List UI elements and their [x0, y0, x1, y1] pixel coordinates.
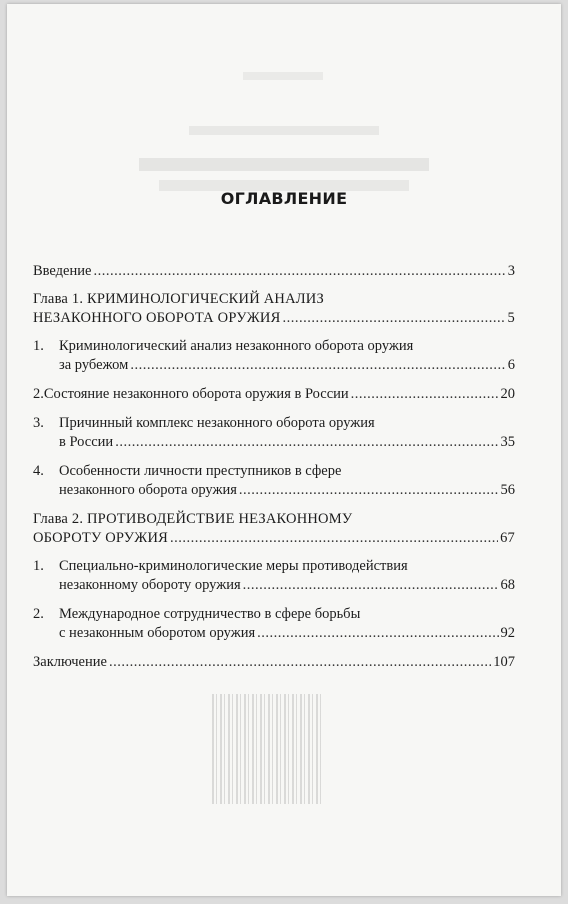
toc-page-number: 35 — [500, 434, 515, 450]
toc-label: Заключение — [33, 654, 107, 670]
dot-leader — [109, 653, 491, 672]
section-number: 2. — [33, 606, 44, 622]
toc-entry-section-1-1[interactable] — [33, 337, 515, 375]
toc-label-line-1: Международное сотрудничество в сфере борьбы — [59, 606, 361, 622]
toc-page-number: 20 — [500, 386, 515, 402]
toc-label-line-1: Криминологический анализ незаконного оборота оружия — [59, 338, 414, 354]
section-number: 3. — [33, 415, 44, 431]
dot-leader — [351, 385, 499, 404]
dot-leader — [257, 624, 498, 643]
toc-entry-section-1-2[interactable] — [33, 385, 515, 404]
toc-label-line-2: за рубежом — [59, 357, 129, 373]
dot-leader — [243, 576, 499, 595]
toc-page-number: 68 — [500, 577, 515, 593]
show-through-line — [139, 158, 429, 171]
toc-label: Состояние незаконного оборота оружия в России — [43, 386, 349, 402]
toc-label-line-1: Специально-криминологические меры противодействия — [59, 558, 408, 574]
toc-label-line-1: Причинный комплекс незаконного оборота оружия — [59, 415, 375, 431]
toc-label-line-2: в России — [59, 434, 114, 450]
toc-page-number: 56 — [500, 482, 515, 498]
table-of-contents — [33, 262, 515, 681]
show-through-line — [243, 72, 323, 80]
toc-page-number: 67 — [500, 530, 515, 546]
section-number: 4. — [33, 463, 44, 479]
toc-label-line-1: Особенности личности преступников в сфере — [59, 463, 342, 479]
toc-entry-section-1-4[interactable] — [33, 462, 515, 500]
toc-label-line-1: Глава 1. КРИМИНОЛОГИЧЕСКИЙ АНАЛИЗ — [33, 291, 324, 307]
toc-label-line-2: незаконного оборота оружия — [59, 482, 237, 498]
toc-page-number: 3 — [507, 263, 515, 279]
toc-label-line-2: НЕЗАКОННОГО ОБОРОТА ОРУЖИЯ — [33, 310, 281, 326]
toc-page-number: 107 — [493, 654, 515, 670]
page-title: ОГЛАВЛЕНИЕ — [220, 189, 348, 208]
toc-entry-section-2-2[interactable] — [33, 605, 515, 643]
dot-leader — [130, 356, 505, 375]
section-number: 2. — [33, 386, 44, 402]
toc-label-line-2: ОБОРОТУ ОРУЖИЯ — [33, 530, 169, 546]
toc-label-line-1: Глава 2. ПРОТИВОДЕЙСТВИЕ НЕЗАКОННОМУ — [33, 511, 353, 527]
dot-leader — [239, 481, 499, 500]
section-number: 1. — [33, 338, 44, 354]
toc-entry-chapter-1[interactable] — [33, 290, 515, 328]
toc-page-number: 5 — [507, 310, 515, 326]
toc-label-line-2: незаконному обороту оружия — [59, 577, 241, 593]
toc-entry-chapter-2[interactable] — [33, 510, 515, 548]
toc-entry-section-1-3[interactable] — [33, 414, 515, 452]
toc-label-line-2: с незаконным оборотом оружия — [59, 625, 256, 641]
dot-leader — [170, 529, 498, 548]
toc-entry-conclusion[interactable] — [33, 653, 515, 672]
dot-leader — [93, 262, 505, 281]
toc-entry-section-2-1[interactable] — [33, 557, 515, 595]
section-number: 1. — [33, 558, 44, 574]
dot-leader — [282, 309, 505, 328]
show-through-barcode — [212, 694, 322, 804]
book-page — [7, 4, 561, 896]
toc-entry-intro[interactable] — [33, 262, 515, 281]
dot-leader — [115, 433, 498, 452]
toc-page-number: 92 — [500, 625, 515, 641]
toc-page-number: 6 — [507, 357, 515, 373]
toc-label: Введение — [33, 263, 92, 279]
show-through-line — [189, 126, 379, 135]
